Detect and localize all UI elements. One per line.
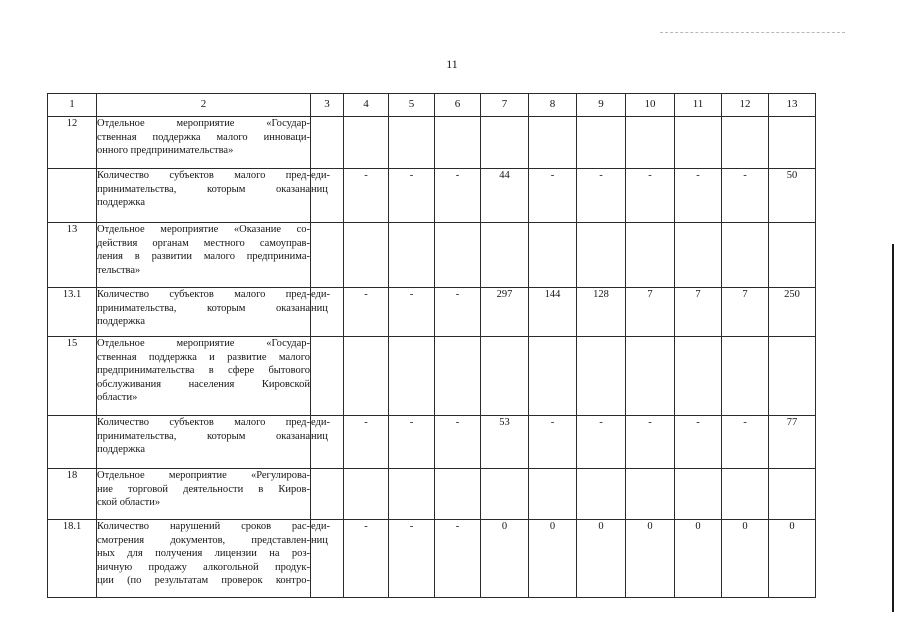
unit-cell — [311, 337, 344, 416]
text-line: принимательства, которым оказана — [97, 302, 310, 314]
unit-cell — [311, 288, 344, 337]
column-header: 2 — [97, 94, 311, 117]
text-line: поддержка — [97, 316, 146, 327]
unit-cell — [311, 223, 344, 288]
text-line: ственная поддержка и развитие малого — [97, 351, 310, 363]
value-cell — [529, 337, 577, 416]
unit-line: ниц — [311, 534, 328, 546]
page-number: 11 — [446, 57, 458, 71]
text-line: поддержка — [97, 197, 146, 208]
value-cell — [769, 337, 816, 416]
column-header: 9 — [577, 94, 626, 117]
text-line: Количество субъектов малого пред- — [97, 417, 310, 428]
value-cell: - — [389, 169, 435, 223]
value-cell: - — [344, 416, 389, 469]
table-row — [48, 337, 816, 416]
column-header: 1 — [48, 94, 97, 117]
value-cell — [675, 223, 722, 288]
table-row — [48, 520, 816, 598]
row-description — [97, 169, 311, 223]
value-cell — [481, 469, 529, 520]
value-cell: 144 — [529, 288, 577, 337]
text-line: Отдельное мероприятие «Государ- — [97, 118, 310, 129]
text-line: Отдельное мероприятие «Оказание со- — [97, 224, 310, 235]
text-line: смотрения документов, представлен- — [97, 534, 310, 546]
column-header: 11 — [675, 94, 722, 117]
text-line: Количество нарушений сроков рас- — [97, 521, 310, 532]
value-cell: 250 — [769, 288, 816, 337]
value-cell: 50 — [769, 169, 816, 223]
value-cell: - — [626, 169, 675, 223]
column-header: 4 — [344, 94, 389, 117]
value-cell — [435, 337, 481, 416]
text-line: тельства» — [97, 264, 141, 276]
value-cell — [722, 223, 769, 288]
value-cell — [769, 469, 816, 520]
value-cell — [577, 337, 626, 416]
value-cell: - — [344, 169, 389, 223]
text-line: Количество субъектов малого пред- — [97, 170, 310, 181]
value-cell: 128 — [577, 288, 626, 337]
value-cell: 0 — [675, 520, 722, 598]
text-line: ления в развитии малого предпринима- — [97, 251, 310, 262]
value-cell — [481, 337, 529, 416]
value-cell — [389, 117, 435, 169]
unit-line: еди- — [311, 289, 330, 300]
value-cell: - — [344, 520, 389, 598]
row-number — [48, 416, 97, 469]
text-line: ничную продажу алкогольной продук- — [97, 561, 310, 573]
value-cell: 0 — [722, 520, 769, 598]
value-cell: - — [435, 288, 481, 337]
column-header: 5 — [389, 94, 435, 117]
scan-artifact-line — [660, 32, 845, 33]
value-cell: - — [722, 416, 769, 469]
value-cell: 297 — [481, 288, 529, 337]
row-number: 13.1 — [48, 288, 97, 337]
unit-line: ниц — [311, 430, 328, 442]
value-cell: - — [529, 416, 577, 469]
unit-cell — [311, 469, 344, 520]
header-row — [48, 94, 816, 117]
row-description — [97, 288, 311, 337]
value-cell — [389, 337, 435, 416]
value-cell — [389, 469, 435, 520]
row-description — [97, 520, 311, 598]
value-cell: - — [722, 169, 769, 223]
value-cell — [769, 223, 816, 288]
value-cell — [435, 469, 481, 520]
row-number: 12 — [48, 117, 97, 169]
value-cell: 0 — [577, 520, 626, 598]
value-cell — [344, 117, 389, 169]
row-number: 13 — [48, 223, 97, 288]
value-cell: 44 — [481, 169, 529, 223]
value-cell — [626, 223, 675, 288]
column-header: 13 — [769, 94, 816, 117]
unit-line: ниц — [311, 183, 328, 195]
row-description — [97, 416, 311, 469]
value-cell — [577, 469, 626, 520]
unit-line: еди- — [311, 170, 330, 181]
value-cell — [344, 469, 389, 520]
value-cell — [722, 337, 769, 416]
value-cell: - — [389, 520, 435, 598]
value-cell: - — [675, 416, 722, 469]
text-line: принимательства, которым оказана — [97, 430, 310, 442]
text-line: принимательства, которым оказана — [97, 183, 310, 195]
value-cell: 7 — [722, 288, 769, 337]
value-cell: - — [344, 288, 389, 337]
text-line: Отдельное мероприятие «Регулирова- — [97, 470, 310, 481]
row-number: 15 — [48, 337, 97, 416]
value-cell: 77 — [769, 416, 816, 469]
value-cell: 0 — [529, 520, 577, 598]
value-cell — [481, 117, 529, 169]
table-row — [48, 288, 816, 337]
value-cell: - — [577, 169, 626, 223]
column-header: 12 — [722, 94, 769, 117]
value-cell: - — [675, 169, 722, 223]
row-description — [97, 223, 311, 288]
column-header: 3 — [311, 94, 344, 117]
value-cell: - — [389, 416, 435, 469]
text-line: области» — [97, 392, 138, 403]
value-cell: - — [389, 288, 435, 337]
value-cell: - — [435, 169, 481, 223]
value-cell — [435, 117, 481, 169]
value-cell — [435, 223, 481, 288]
text-line: предпринимательства в сфере бытового — [97, 365, 310, 376]
row-number — [48, 169, 97, 223]
value-cell — [577, 223, 626, 288]
column-header: 6 — [435, 94, 481, 117]
column-header: 10 — [626, 94, 675, 117]
row-number: 18.1 — [48, 520, 97, 598]
text-line: ской области» — [97, 497, 161, 508]
value-cell: 0 — [769, 520, 816, 598]
value-cell — [722, 117, 769, 169]
row-number: 18 — [48, 469, 97, 520]
unit-cell — [311, 169, 344, 223]
value-cell: - — [577, 416, 626, 469]
value-cell: - — [529, 169, 577, 223]
text-line: онного предпринимательства» — [97, 145, 234, 156]
value-cell — [389, 223, 435, 288]
value-cell — [529, 223, 577, 288]
table-row — [48, 469, 816, 520]
table-row — [48, 416, 816, 469]
table-row — [48, 223, 816, 288]
value-cell — [675, 117, 722, 169]
value-cell — [675, 337, 722, 416]
value-cell — [577, 117, 626, 169]
scan-edge-line — [892, 244, 894, 612]
value-cell: 0 — [481, 520, 529, 598]
row-description — [97, 337, 311, 416]
table-row — [48, 117, 816, 169]
value-cell — [529, 469, 577, 520]
row-description — [97, 469, 311, 520]
text-line: ственная поддержка малого инноваци- — [97, 131, 310, 143]
value-cell — [529, 117, 577, 169]
text-line: Отдельное мероприятие «Государ- — [97, 338, 310, 349]
unit-line: ниц — [311, 302, 328, 314]
unit-cell — [311, 416, 344, 469]
text-line: Количество субъектов малого пред- — [97, 289, 310, 300]
column-header: 8 — [529, 94, 577, 117]
value-cell: - — [435, 520, 481, 598]
value-cell: 7 — [675, 288, 722, 337]
unit-cell — [311, 117, 344, 169]
unit-cell — [311, 520, 344, 598]
value-cell — [769, 117, 816, 169]
value-cell — [344, 337, 389, 416]
value-cell — [481, 223, 529, 288]
table-row — [48, 169, 816, 223]
row-description — [97, 117, 311, 169]
unit-line: еди- — [311, 417, 330, 428]
unit-line: еди- — [311, 521, 330, 532]
value-cell — [722, 469, 769, 520]
text-line: ных для получения лицензии на роз- — [97, 548, 310, 559]
value-cell — [675, 469, 722, 520]
text-line: поддержка — [97, 444, 146, 455]
value-cell: 7 — [626, 288, 675, 337]
value-cell: - — [435, 416, 481, 469]
value-cell — [344, 223, 389, 288]
value-cell — [626, 469, 675, 520]
value-cell: 0 — [626, 520, 675, 598]
value-cell: 53 — [481, 416, 529, 469]
data-table — [47, 93, 816, 598]
column-header: 7 — [481, 94, 529, 117]
text-line: ние торговой деятельности в Киров- — [97, 483, 310, 495]
value-cell: - — [626, 416, 675, 469]
value-cell — [626, 117, 675, 169]
text-line: обслуживания населения Кировской — [97, 378, 310, 390]
text-line: действия органам местного самоуправ- — [97, 237, 310, 249]
text-line: ции (по результатам проверок контро- — [97, 575, 310, 586]
value-cell — [626, 337, 675, 416]
